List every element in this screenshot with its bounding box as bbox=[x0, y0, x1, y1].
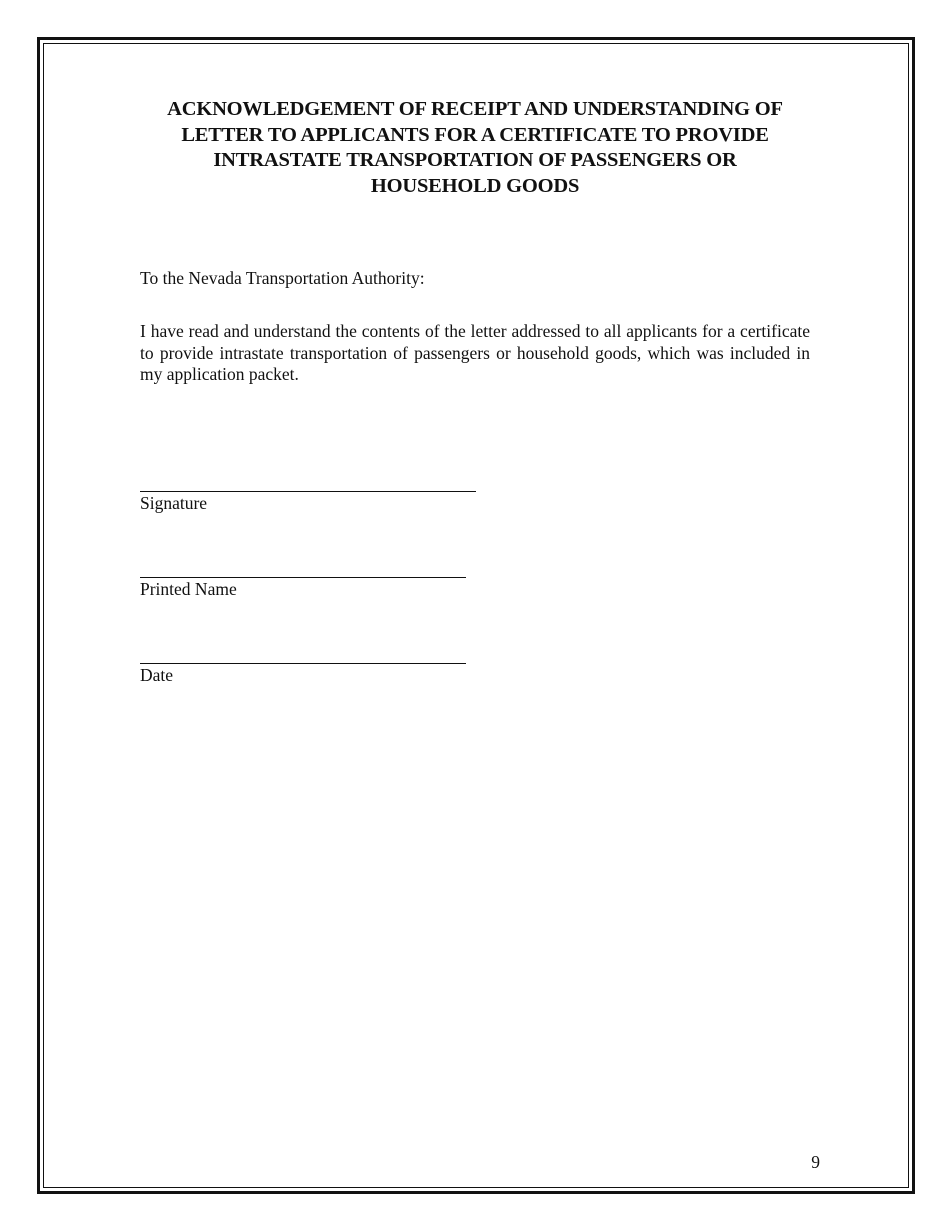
printed-name-line[interactable] bbox=[140, 577, 466, 578]
title-line-3: INTRASTATE TRANSPORTATION OF PASSENGERS OR bbox=[213, 149, 737, 171]
acknowledgement-statement: I have read and understand the contents of the letter addressed to all applicants for a certificate to provide intrastate transportation of passengers or household goods, which was included in my application packet. bbox=[140, 321, 810, 384]
document-title bbox=[130, 97, 820, 199]
signature-line[interactable] bbox=[140, 491, 476, 492]
title-line-4: HOUSEHOLD GOODS bbox=[370, 174, 580, 197]
salutation: To the Nevada Transportation Authority: bbox=[140, 268, 425, 288]
signature-label: Signature bbox=[140, 493, 208, 513]
title-line-1: ACKNOWLEDGEMENT OF RECEIPT AND UNDERSTANDING OF bbox=[167, 98, 783, 120]
title-line-2: LETTER TO APPLICANTS FOR A CERTIFICATE TO PROVIDE bbox=[181, 123, 769, 146]
page-number: 9 bbox=[811, 1152, 820, 1172]
page-border-inner bbox=[43, 43, 909, 1188]
printed-name-label: Printed Name bbox=[140, 579, 237, 599]
date-label: Date bbox=[140, 665, 174, 685]
date-line[interactable] bbox=[140, 663, 466, 664]
